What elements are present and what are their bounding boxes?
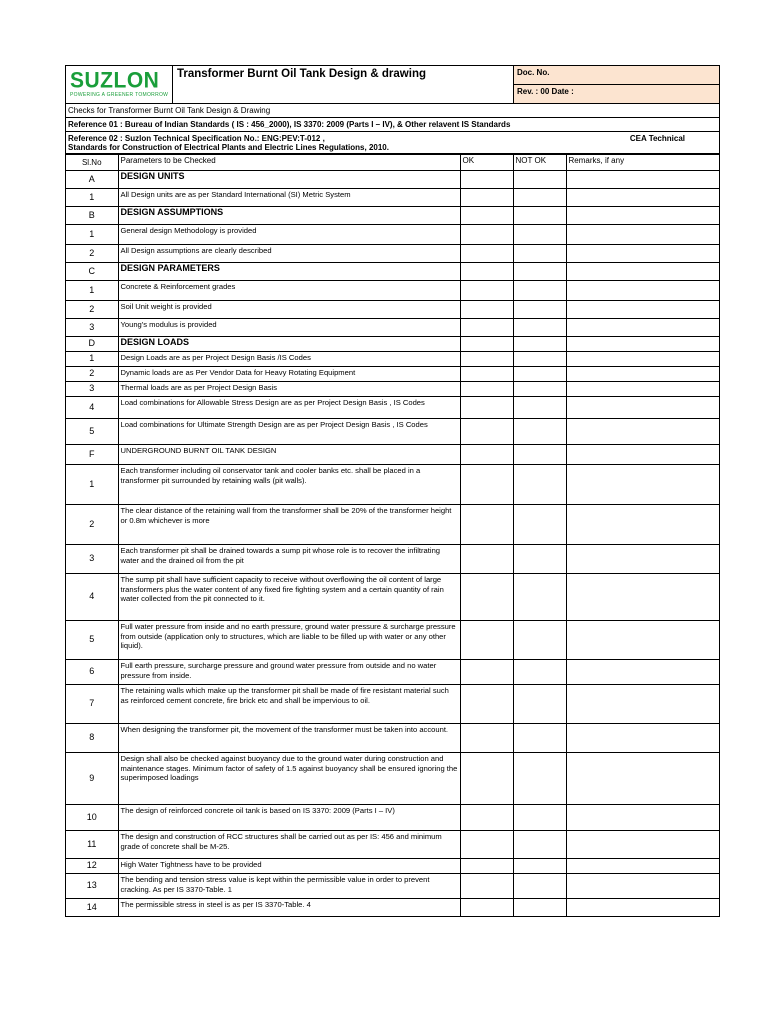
parameter-text: The bending and tension stress value is kept within the permissible value in order to prevent cracking. As per IS 3370-Table. 1 xyxy=(118,874,460,899)
ok-cell[interactable] xyxy=(460,245,513,263)
row-number: 2 xyxy=(66,505,118,545)
ok-cell[interactable] xyxy=(460,301,513,319)
table-row xyxy=(66,505,719,545)
row-number: 14 xyxy=(66,899,118,916)
ok-cell[interactable] xyxy=(460,337,513,352)
table-row xyxy=(66,281,719,301)
parameter-text: High Water Tightness have to be provided xyxy=(118,859,460,874)
ok-cell[interactable] xyxy=(460,724,513,753)
remarks-cell[interactable] xyxy=(566,319,719,337)
remarks-cell[interactable] xyxy=(566,352,719,367)
remarks-cell[interactable] xyxy=(566,281,719,301)
not-ok-cell[interactable] xyxy=(513,189,566,207)
remarks-cell[interactable] xyxy=(566,301,719,319)
parameter-text: The permissible stress in steel is as per IS 3370-Table. 4 xyxy=(118,899,460,916)
not-ok-cell[interactable] xyxy=(513,225,566,245)
ok-cell[interactable] xyxy=(460,319,513,337)
row-number: 1 xyxy=(66,189,118,207)
table-row xyxy=(66,660,719,685)
not-ok-cell[interactable] xyxy=(513,281,566,301)
table-row xyxy=(66,874,719,899)
ok-cell[interactable] xyxy=(460,397,513,419)
not-ok-cell[interactable] xyxy=(513,465,566,505)
reference-02 xyxy=(66,132,719,154)
remarks-cell[interactable] xyxy=(566,685,719,724)
reference-02-standards: Standards for Construction of Electrical Plants and Electric Lines Regulations, 2010. xyxy=(68,143,389,152)
parameter-text: The design of reinforced concrete oil tank is based on IS 3370: 2009 (Parts I – IV) xyxy=(118,805,460,831)
not-ok-cell[interactable] xyxy=(513,753,566,805)
row-number: A xyxy=(66,171,118,189)
row-number: 1 xyxy=(66,225,118,245)
table-row xyxy=(66,207,719,225)
parameter-text: Thermal loads are as per Project Design Basis xyxy=(118,382,460,397)
table-row xyxy=(66,352,719,367)
ok-cell[interactable] xyxy=(460,574,513,621)
remarks-cell[interactable] xyxy=(566,337,719,352)
section-heading: DESIGN UNITS xyxy=(118,171,460,189)
remarks-cell[interactable] xyxy=(566,505,719,545)
ok-cell[interactable] xyxy=(460,621,513,660)
col-ok: OK xyxy=(460,155,513,171)
row-number: C xyxy=(66,263,118,281)
remarks-cell[interactable] xyxy=(566,419,719,445)
row-number: 1 xyxy=(66,352,118,367)
parameter-text: UNDERGROUND BURNT OIL TANK DESIGN xyxy=(118,445,460,465)
row-number: 1 xyxy=(66,281,118,301)
ok-cell[interactable] xyxy=(460,445,513,465)
document-title: Transformer Burnt Oil Tank Design & drawing xyxy=(173,66,514,103)
remarks-cell[interactable] xyxy=(566,382,719,397)
col-remarks: Remarks, if any xyxy=(566,155,719,171)
section-heading: DESIGN ASSUMPTIONS xyxy=(118,207,460,225)
not-ok-cell[interactable] xyxy=(513,382,566,397)
row-number: 11 xyxy=(66,831,118,859)
ok-cell[interactable] xyxy=(460,685,513,724)
remarks-cell[interactable] xyxy=(566,859,719,874)
row-number: 5 xyxy=(66,621,118,660)
table-row xyxy=(66,445,719,465)
table-row xyxy=(66,419,719,445)
table-header-row xyxy=(66,155,719,171)
ok-cell[interactable] xyxy=(460,382,513,397)
not-ok-cell[interactable] xyxy=(513,805,566,831)
table-row xyxy=(66,465,719,505)
ok-cell[interactable] xyxy=(460,189,513,207)
parameter-text: The sump pit shall have sufficient capacity to receive without overflowing the oil content of large transformers plus the water content of any fixed fire fighting system and a certain quantity of rain water collected from the pit connected to it. xyxy=(118,574,460,621)
remarks-cell[interactable] xyxy=(566,171,719,189)
parameter-text: Load combinations for Ultimate Strength Design are as per Project Design Basis , IS Codes xyxy=(118,419,460,445)
ok-cell[interactable] xyxy=(460,263,513,281)
ok-cell[interactable] xyxy=(460,171,513,189)
parameter-text: Soil Unit weight is provided xyxy=(118,301,460,319)
row-number: 6 xyxy=(66,660,118,685)
remarks-cell[interactable] xyxy=(566,660,719,685)
not-ok-cell[interactable] xyxy=(513,505,566,545)
row-number: 13 xyxy=(66,874,118,899)
table-row xyxy=(66,189,719,207)
parameter-text: General design Methodology is provided xyxy=(118,225,460,245)
row-number: 5 xyxy=(66,419,118,445)
parameter-text: Design Loads are as per Project Design Basis /IS Codes xyxy=(118,352,460,367)
not-ok-cell[interactable] xyxy=(513,545,566,574)
row-number: 4 xyxy=(66,574,118,621)
table-row xyxy=(66,899,719,916)
ok-cell[interactable] xyxy=(460,225,513,245)
checks-line: Checks for Transformer Burnt Oil Tank Design & Drawing xyxy=(66,104,719,118)
remarks-cell[interactable] xyxy=(566,225,719,245)
table-row xyxy=(66,263,719,281)
remarks-cell[interactable] xyxy=(566,245,719,263)
remarks-cell[interactable] xyxy=(566,621,719,660)
parameter-text: All Design assumptions are clearly described xyxy=(118,245,460,263)
parameter-text: Full earth pressure, surcharge pressure and ground water pressure from outside and no water pressure from inside. xyxy=(118,660,460,685)
rev-date-field[interactable]: Rev. : 00 Date : xyxy=(514,85,719,103)
remarks-cell[interactable] xyxy=(566,831,719,859)
row-number: 12 xyxy=(66,859,118,874)
doc-no-field[interactable]: Doc. No. xyxy=(514,66,719,85)
not-ok-cell[interactable] xyxy=(513,574,566,621)
not-ok-cell[interactable] xyxy=(513,337,566,352)
remarks-cell[interactable] xyxy=(566,189,719,207)
row-number: 2 xyxy=(66,245,118,263)
ok-cell[interactable] xyxy=(460,805,513,831)
parameter-text: Each transformer including oil conservator tank and cooler banks etc. shall be placed in a transformer pit surrounded by retaining walls (pit walls). xyxy=(118,465,460,505)
parameter-text: The clear distance of the retaining wall from the transformer shall be 20% of the transformer height or 0.8m whichever is more xyxy=(118,505,460,545)
row-number: 7 xyxy=(66,685,118,724)
remarks-cell[interactable] xyxy=(566,545,719,574)
row-number: D xyxy=(66,337,118,352)
parameter-text: Dynamic loads are as Per Vendor Data for Heavy Rotating Equipment xyxy=(118,367,460,382)
row-number: 10 xyxy=(66,805,118,831)
section-heading: DESIGN LOADS xyxy=(118,337,460,352)
not-ok-cell[interactable] xyxy=(513,319,566,337)
remarks-cell[interactable] xyxy=(566,207,719,225)
remarks-cell[interactable] xyxy=(566,263,719,281)
reference-02-spec: Reference 02 : Suzlon Technical Specification No.: ENG:PEV:T-012 , xyxy=(68,134,325,143)
not-ok-cell[interactable] xyxy=(513,859,566,874)
table-row xyxy=(66,859,719,874)
row-number: F xyxy=(66,445,118,465)
checklist-sheet xyxy=(65,65,720,917)
ok-cell[interactable] xyxy=(460,753,513,805)
document-header xyxy=(66,66,719,104)
table-row xyxy=(66,301,719,319)
row-number: B xyxy=(66,207,118,225)
suzlon-logo xyxy=(66,66,173,103)
parameter-text: When designing the transformer pit, the movement of the transformer must be taken into account. xyxy=(118,724,460,753)
table-row xyxy=(66,245,719,263)
doc-info xyxy=(514,66,719,103)
section-heading: DESIGN PARAMETERS xyxy=(118,263,460,281)
not-ok-cell[interactable] xyxy=(513,445,566,465)
not-ok-cell[interactable] xyxy=(513,685,566,724)
row-number: 9 xyxy=(66,753,118,805)
row-number: 2 xyxy=(66,367,118,382)
remarks-cell[interactable] xyxy=(566,445,719,465)
not-ok-cell[interactable] xyxy=(513,171,566,189)
table-row xyxy=(66,685,719,724)
row-number: 1 xyxy=(66,465,118,505)
not-ok-cell[interactable] xyxy=(513,367,566,382)
remarks-cell[interactable] xyxy=(566,465,719,505)
ok-cell[interactable] xyxy=(460,859,513,874)
parameter-text: The design and construction of RCC structures shall be carried out as per IS: 456 and minimum grade of concrete shall be M-25. xyxy=(118,831,460,859)
parameter-text: Young's modulus is provided xyxy=(118,319,460,337)
ok-cell[interactable] xyxy=(460,831,513,859)
ok-cell[interactable] xyxy=(460,874,513,899)
ok-cell[interactable] xyxy=(460,352,513,367)
parameter-text: Concrete & Reinforcement grades xyxy=(118,281,460,301)
not-ok-cell[interactable] xyxy=(513,660,566,685)
col-parameters: Parameters to be Checked xyxy=(118,155,460,171)
not-ok-cell[interactable] xyxy=(513,263,566,281)
not-ok-cell[interactable] xyxy=(513,621,566,660)
row-number: 4 xyxy=(66,397,118,419)
row-number: 3 xyxy=(66,545,118,574)
row-number: 8 xyxy=(66,724,118,753)
parameter-text: All Design units are as per Standard International (SI) Metric System xyxy=(118,189,460,207)
table-row xyxy=(66,831,719,859)
ok-cell[interactable] xyxy=(460,419,513,445)
table-row xyxy=(66,724,719,753)
remarks-cell[interactable] xyxy=(566,367,719,382)
row-number: 3 xyxy=(66,382,118,397)
parameter-text: Load combinations for Allowable Stress Design are as per Project Design Basis , IS Codes xyxy=(118,397,460,419)
parameter-text: The retaining walls which make up the transformer pit shall be made of fire resistant material such as reinforced cement concrete, fire brick etc and shall be impervious to oil. xyxy=(118,685,460,724)
table-row xyxy=(66,225,719,245)
not-ok-cell[interactable] xyxy=(513,419,566,445)
col-not-ok: NOT OK xyxy=(513,155,566,171)
not-ok-cell[interactable] xyxy=(513,352,566,367)
not-ok-cell[interactable] xyxy=(513,397,566,419)
not-ok-cell[interactable] xyxy=(513,874,566,899)
not-ok-cell[interactable] xyxy=(513,899,566,916)
ok-cell[interactable] xyxy=(460,545,513,574)
remarks-cell[interactable] xyxy=(566,724,719,753)
checklist-table xyxy=(66,154,719,916)
row-number: 2 xyxy=(66,301,118,319)
col-slno: Sl.No xyxy=(66,155,118,171)
table-row xyxy=(66,319,719,337)
ok-cell[interactable] xyxy=(460,465,513,505)
remarks-cell[interactable] xyxy=(566,874,719,899)
ok-cell[interactable] xyxy=(460,660,513,685)
logo-tagline: POWERING A GREENER TOMORROW xyxy=(70,92,169,98)
remarks-cell[interactable] xyxy=(566,805,719,831)
table-row xyxy=(66,805,719,831)
remarks-cell[interactable] xyxy=(566,753,719,805)
parameter-text: Design shall also be checked against buoyancy due to the ground water during construction and maintenance stages. Minimum factor of safety of 1.5 against buoyancy shall be ensured ignoring the superimposed loadings xyxy=(118,753,460,805)
ok-cell[interactable] xyxy=(460,367,513,382)
table-row xyxy=(66,397,719,419)
table-row xyxy=(66,545,719,574)
not-ok-cell[interactable] xyxy=(513,245,566,263)
table-row xyxy=(66,574,719,621)
parameter-text: Full water pressure from inside and no earth pressure, ground water pressure & surcharge pressure from outside (application only to structures, which are liable to be filled up with water or any other liquid). xyxy=(118,621,460,660)
table-row xyxy=(66,382,719,397)
table-row xyxy=(66,621,719,660)
logo-wordmark: SUZLON xyxy=(70,68,160,93)
remarks-cell[interactable] xyxy=(566,574,719,621)
ok-cell[interactable] xyxy=(460,505,513,545)
not-ok-cell[interactable] xyxy=(513,207,566,225)
not-ok-cell[interactable] xyxy=(513,301,566,319)
ok-cell[interactable] xyxy=(460,899,513,916)
ok-cell[interactable] xyxy=(460,207,513,225)
table-row xyxy=(66,171,719,189)
table-row xyxy=(66,367,719,382)
table-row xyxy=(66,337,719,352)
not-ok-cell[interactable] xyxy=(513,831,566,859)
ok-cell[interactable] xyxy=(460,281,513,301)
table-row xyxy=(66,753,719,805)
reference-01: Reference 01 : Bureau of Indian Standards ( IS : 456_2000), IS 3370: 2009 (Parts I – IV), & Other relavent IS Standards xyxy=(66,118,719,132)
reference-02-cea: CEA Technical xyxy=(629,134,685,143)
remarks-cell[interactable] xyxy=(566,397,719,419)
parameter-text: Each transformer pit shall be drained towards a sump pit whose role is to recover the infiltrating water and the drained oil from the pit xyxy=(118,545,460,574)
row-number: 3 xyxy=(66,319,118,337)
remarks-cell[interactable] xyxy=(566,899,719,916)
not-ok-cell[interactable] xyxy=(513,724,566,753)
